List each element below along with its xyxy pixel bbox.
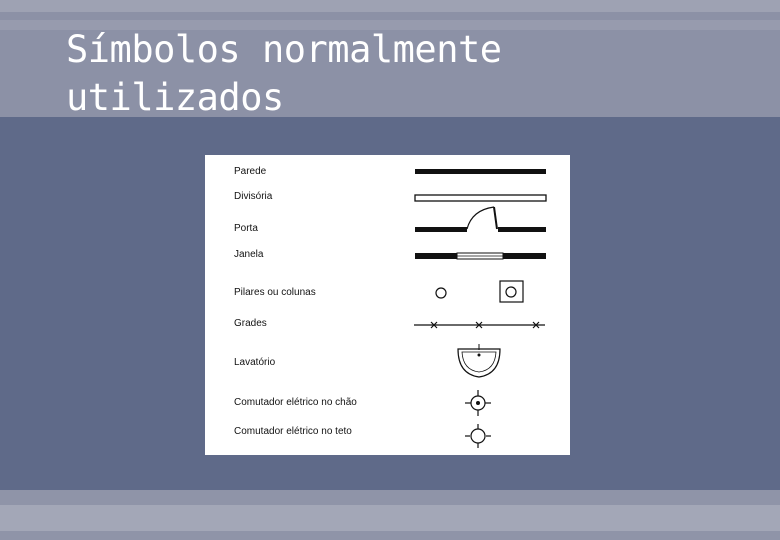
legend-label-comutador-chao: Comutador elétrico no chão: [234, 397, 357, 408]
legend-label-parede: Parede: [234, 166, 267, 177]
wall-symbol-icon: [415, 169, 546, 174]
legend-label-comutador-teto: Comutador elétrico no teto: [234, 426, 352, 437]
legend-label-grades: Grades: [234, 318, 267, 329]
legend-label-lavatorio: Lavatório: [234, 357, 276, 368]
legend-label-divisoria: Divisória: [234, 191, 273, 202]
slide-title: Símbolos normalmente utilizados: [66, 28, 502, 119]
legend-label-porta: Porta: [234, 223, 258, 234]
legend-label-pilares: Pilares ou colunas: [234, 287, 316, 298]
legend-label-janela: Janela: [234, 249, 264, 260]
